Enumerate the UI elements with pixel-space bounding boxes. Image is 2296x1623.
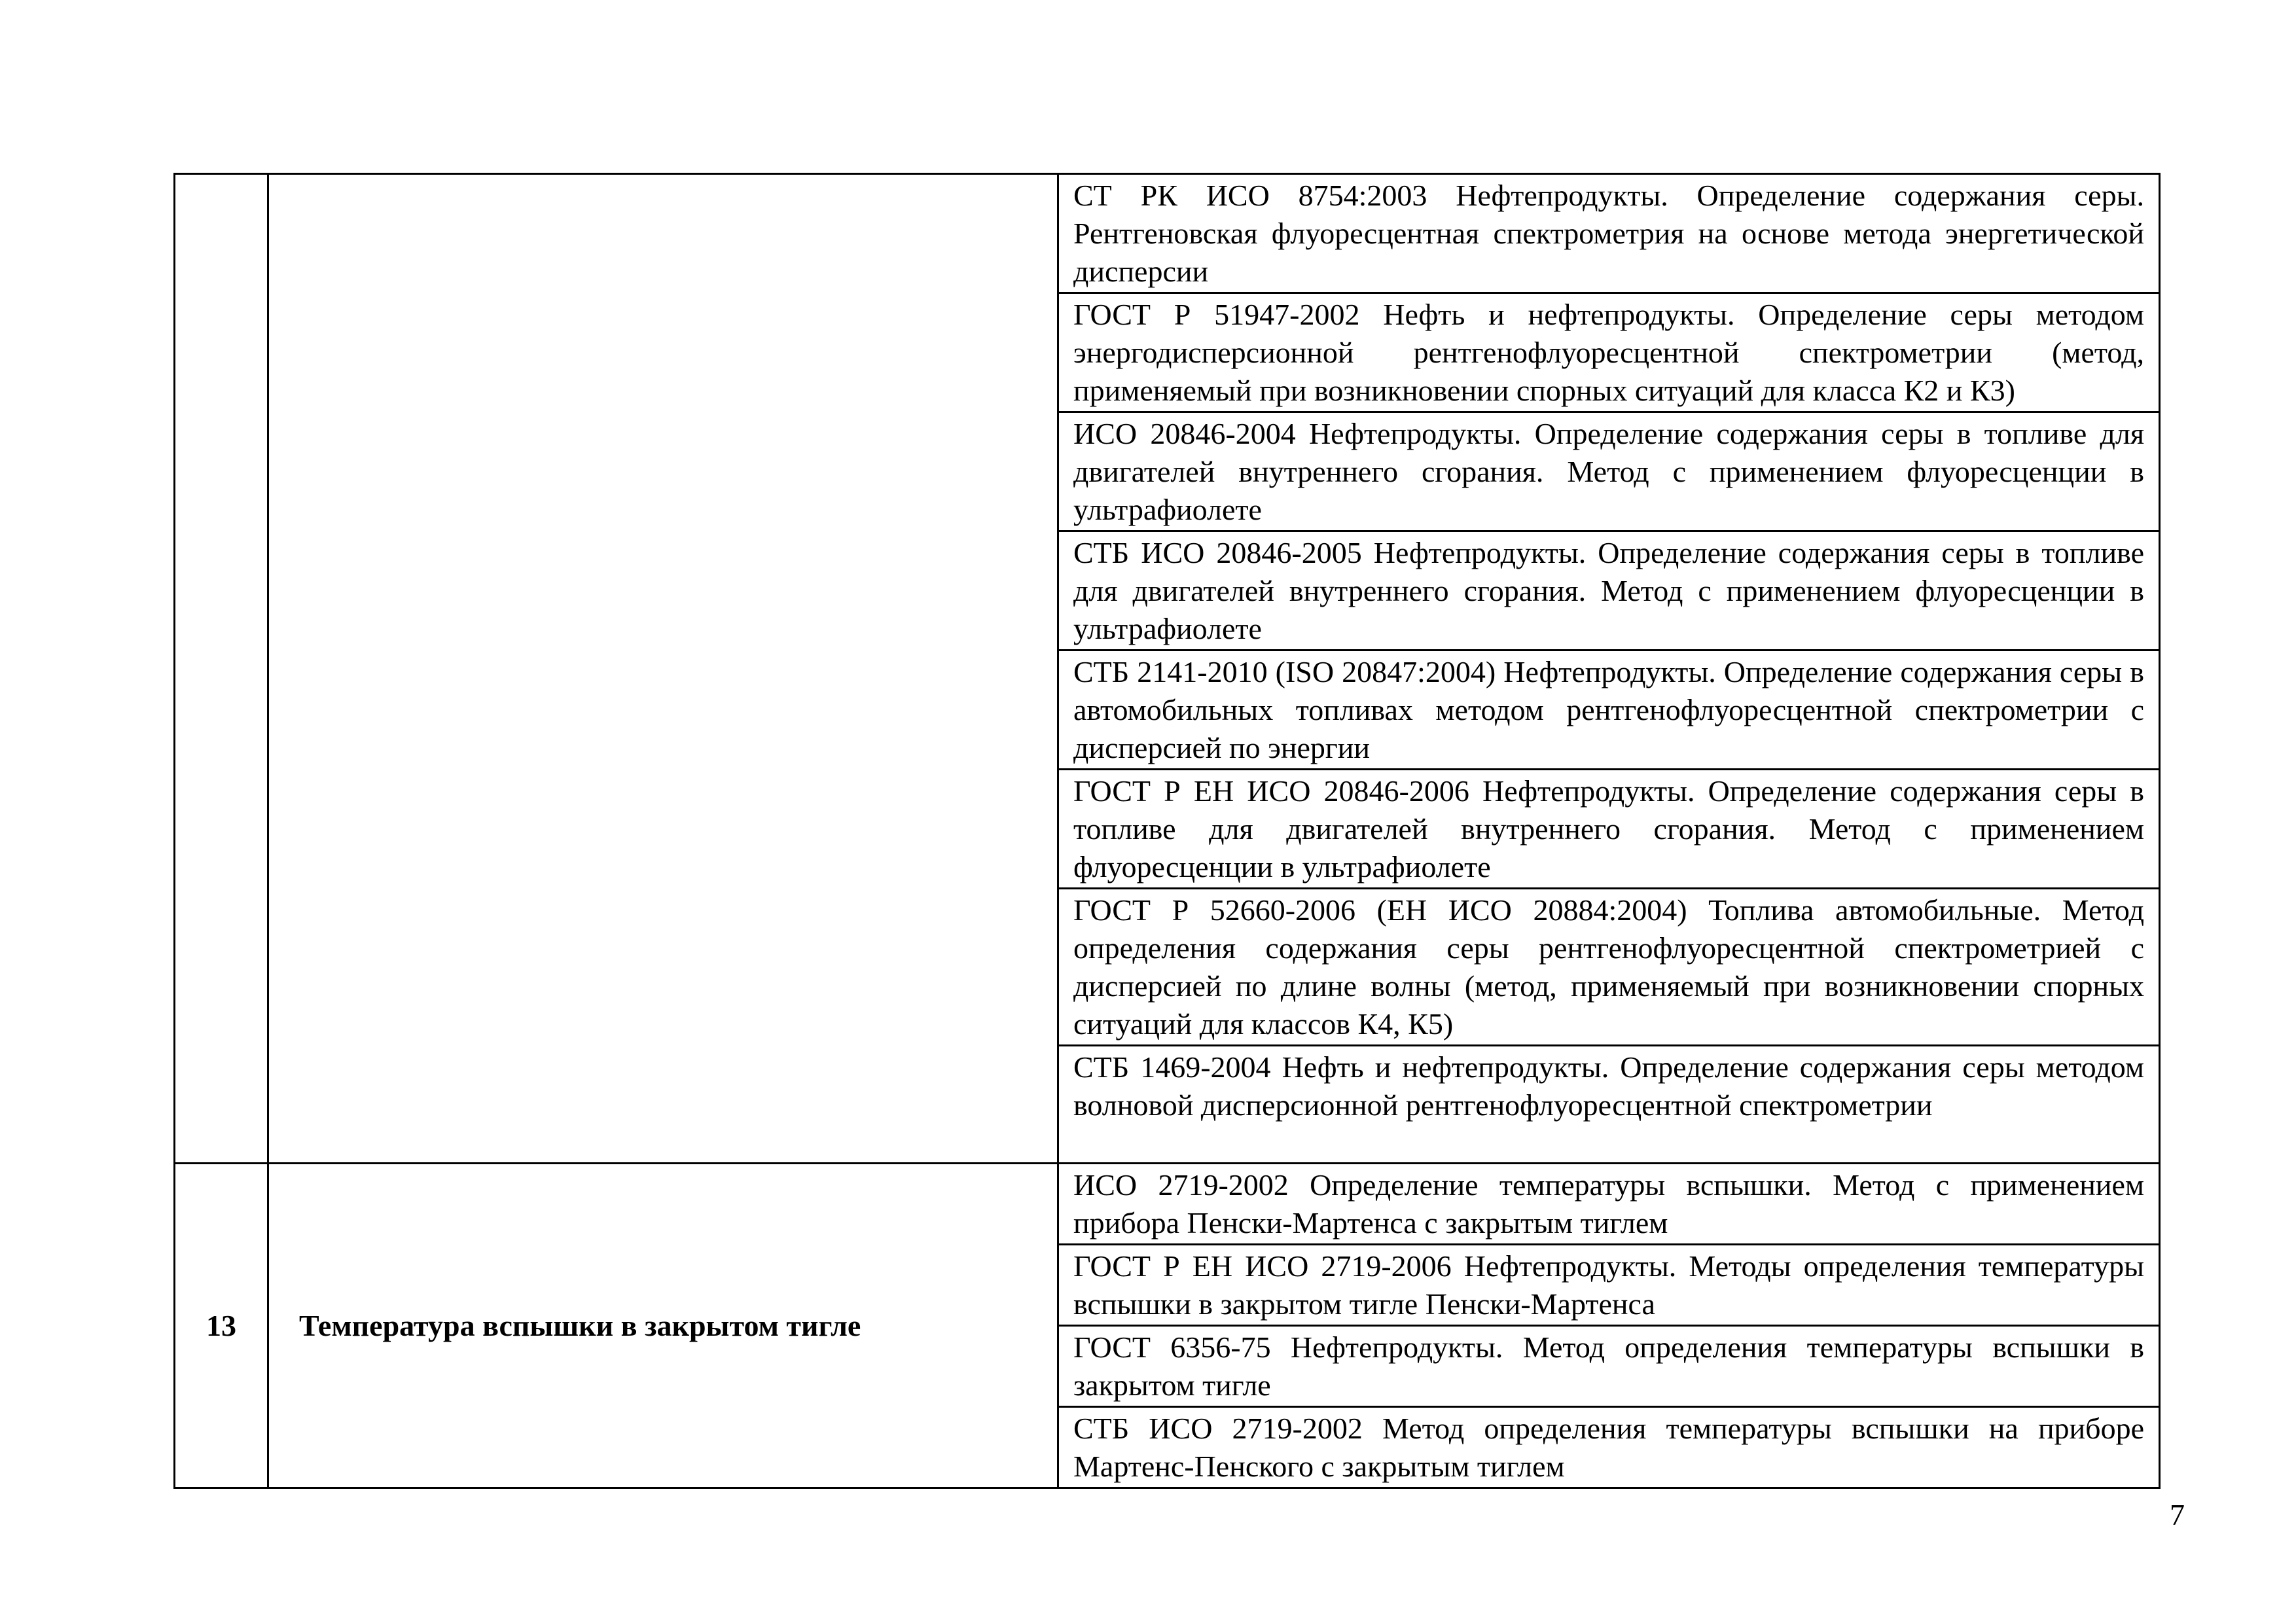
table-row <box>175 1164 2160 1245</box>
standard-text: ИСО 2719-2002 Определение температуры вспышки. Метод с применением прибора Пенски-Мартенса с закрытым тиглем <box>1073 1168 2144 1240</box>
standard-cell <box>1058 1245 2160 1326</box>
standard-text: ГОСТ Р ЕН ИСО 20846-2006 Нефтепродукты. Определение содержания серы в топливе для двигателей внутреннего сгорания. Метод с применением флуоресценции в ультрафиолете <box>1073 774 2144 883</box>
table-row <box>175 174 2160 293</box>
standard-text: ГОСТ Р 51947-2002 Нефть и нефтепродукты. Определение серы методом энергодисперсионной рентгенофлуоресцентной спектрометрии (метод, применяемый при возникновении спорных ситуаций для класса К2 и К3) <box>1073 298 2144 407</box>
standard-text: ГОСТ Р ЕН ИСО 2719-2006 Нефтепродукты. Методы определения температуры вспышки в закрытом тигле Пенски-Мартенса <box>1073 1249 2144 1321</box>
indicator-name-cell: Температура вспышки в закрытом тигле <box>268 1164 1058 1488</box>
standard-text: ГОСТ 6356-75 Нефтепродукты. Метод определения температуры вспышки в закрытом тигле <box>1073 1330 2144 1402</box>
standard-text: СТБ 1469-2004 Нефть и нефтепродукты. Определение содержания серы методом волновой дисперсионной рентгенофлуоресцентной спектрометрии <box>1073 1050 2144 1122</box>
standard-cell <box>1058 531 2160 651</box>
row-number-cell: 13 <box>175 1164 268 1488</box>
indicator-name-cell <box>268 174 1058 1164</box>
standard-cell <box>1058 1046 2160 1164</box>
standard-cell <box>1058 651 2160 770</box>
standard-text: СТБ 2141-2010 (ISO 20847:2004) Нефтепродукты. Определение содержания серы в автомобильных топливах методом рентгенофлуоресцентной спектрометрии с дисперсией по энергии <box>1073 655 2144 764</box>
row-number-cell <box>175 174 268 1164</box>
standard-cell <box>1058 174 2160 293</box>
standard-text: ИСО 20846-2004 Нефтепродукты. Определение содержания серы в топливе для двигателей внутреннего сгорания. Метод с применением флуоресценции в ультрафиолете <box>1073 417 2144 526</box>
standard-cell <box>1058 293 2160 412</box>
standard-text: СТБ ИСО 2719-2002 Метод определения температуры вспышки на приборе Мартенс-Пенского с закрытым тиглем <box>1073 1412 2144 1483</box>
standard-text: СТБ ИСО 20846-2005 Нефтепродукты. Определение содержания серы в топливе для двигателей внутреннего сгорания. Метод с применением флуоресценции в ультрафиолете <box>1073 536 2144 645</box>
standard-cell <box>1058 1407 2160 1488</box>
page-number: 7 <box>2170 1498 2185 1531</box>
standard-text: СТ РК ИСО 8754:2003 Нефтепродукты. Определение содержания серы. Рентгеновская флуоресцентная спектрометрия на основе метода энергетической дисперсии <box>1073 179 2144 288</box>
standard-cell <box>1058 770 2160 889</box>
standards-table <box>173 173 2161 1489</box>
standard-cell <box>1058 1326 2160 1407</box>
standard-cell <box>1058 1164 2160 1245</box>
standard-cell <box>1058 889 2160 1046</box>
standard-text: ГОСТ Р 52660-2006 (ЕН ИСО 20884:2004) Топлива автомобильные. Метод определения содержания серы рентгенофлуоресцентной спектрометрией с дисперсией по длине волны (метод, применяемый при возникновении спорных ситуаций для классов К4, К5) <box>1073 893 2144 1041</box>
standard-cell <box>1058 412 2160 531</box>
